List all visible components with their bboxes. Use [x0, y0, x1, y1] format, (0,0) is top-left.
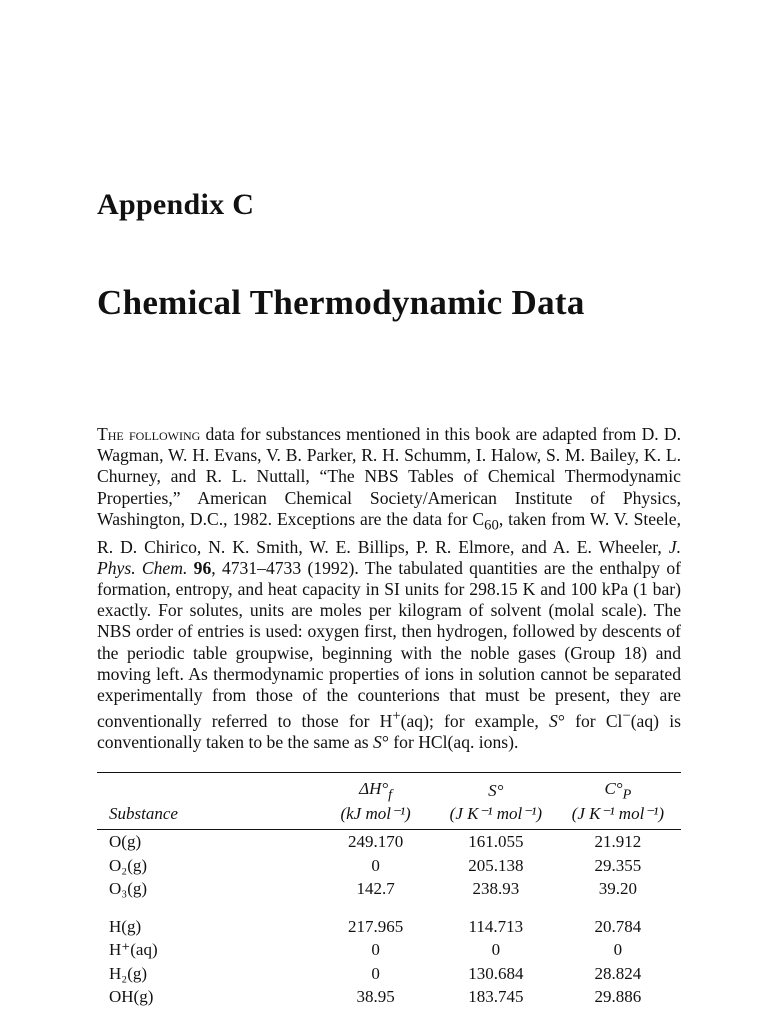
intro-text-5: for Cl — [564, 711, 623, 732]
entropy-symbol: S — [549, 711, 558, 732]
enthalpy-cell: 0 — [371, 855, 380, 875]
journal-name: J. Phys. Chem. — [97, 536, 681, 578]
enthalpy-cell: 142.7 — [356, 879, 395, 899]
heat-capacity-cell: 20.784 — [594, 916, 642, 936]
entropy-unit: (J K⁻¹ mol⁻¹) — [437, 803, 555, 830]
substance-header: Substance — [97, 803, 314, 830]
table-row — [97, 938, 681, 962]
entropy-cell: 0 — [491, 940, 501, 960]
entropy-cell: 130.684 — [468, 963, 524, 983]
chapter-title: Chemical Thermodynamic Data — [97, 283, 585, 322]
table-row — [97, 854, 681, 878]
table-row — [97, 877, 681, 901]
heat-capacity-cell: 28.824 — [594, 963, 642, 983]
heat-capacity-cell: 39.20 — [598, 879, 637, 899]
thermodynamic-data-table — [97, 772, 681, 1009]
entropy-cell: 114.713 — [468, 916, 524, 936]
intro-text-1: data for substances mentioned in this book are adapted from D. D. Wagman, W. H. Evans, V. B. Parker, R. H. Schumm, I. Halow, S. M. Bailey, K. L. Churney, and R. L. Nuttall, “The NBS Tables of Chemical Thermodynamic Properties,” American Chemical Society/American Institute of Physics, Washington, D.C., 1982. Exceptions are the data for C — [97, 424, 681, 529]
entropy-header: S° — [437, 773, 555, 804]
enthalpy-header: $\Delta H^\circ_f$ — [314, 773, 437, 804]
substance-cell: H₂(g) — [109, 963, 148, 983]
enthalpy-cell: 0 — [371, 940, 380, 960]
intro-text-6: (aq) is conventionally taken to be the same as — [97, 711, 681, 753]
heat-capacity-unit: (J K⁻¹ mol⁻¹) — [555, 803, 681, 830]
enthalpy-cell: 38.95 — [356, 987, 395, 1007]
substance-cell: OH(g) — [109, 987, 154, 1007]
substance-cell: O₂(g) — [109, 855, 148, 875]
intro-text-4: (aq); for example, — [400, 711, 550, 732]
appendix-label: Appendix C — [97, 188, 255, 221]
entropy-cell: 183.745 — [468, 987, 524, 1007]
table-header-units — [97, 803, 681, 830]
entropy-cell: 205.138 — [468, 855, 524, 875]
entropy-cell: 238.93 — [472, 879, 520, 899]
substance-cell: O₃(g) — [109, 879, 148, 899]
substance-cell: H(g) — [109, 916, 142, 936]
heat-capacity-cell: 21.912 — [594, 832, 642, 852]
table-row — [97, 985, 681, 1009]
intro-text-2: , taken from W. V. Steele, R. D. Chirico, N. K. Smith, W. E. Billips, P. R. Elmore, and A. E. Wheeler, — [97, 508, 681, 557]
enthalpy-unit: (kJ mol⁻¹) — [314, 803, 437, 830]
substance-cell: H⁺(aq) — [109, 940, 158, 960]
heat-capacity-header: $C^\circ_P$ — [555, 773, 681, 804]
intro-text-3: , 4731–4733 (1992). The tabulated quantities are the enthalpy of formation, entropy, and heat capacity in SI units for 298.15 K and 100 kPa (1 bar) exactly. For solutes, units are moles per kilogram of solvent (molal scale). The NBS order of entries is used: oxygen first, then hydrogen, followed by descents of the periodic table groupwise, beginning with the noble gases (Group 18) and moving left. As thermodynamic properties of ions in solution cannot be separated experimentally from those of the counterions that must be present, they are conventionally referred to those for H — [97, 557, 682, 732]
enthalpy-cell: 249.170 — [347, 832, 404, 852]
table-header-symbols — [97, 773, 681, 804]
c60-subscript: 60 — [484, 517, 499, 534]
heat-capacity-cell: 0 — [613, 940, 623, 960]
enthalpy-cell: 217.965 — [347, 916, 404, 936]
entropy-cell: 161.055 — [468, 832, 524, 852]
substance-cell: O(g) — [109, 832, 142, 852]
enthalpy-cell: 0 — [371, 963, 380, 983]
heat-capacity-cell: 29.355 — [594, 855, 642, 875]
table-row — [97, 901, 681, 939]
intro-lead-smallcaps: The following — [97, 424, 201, 444]
journal-volume: 96 — [193, 557, 212, 578]
heat-capacity-cell: 29.886 — [594, 987, 642, 1007]
intro-paragraph: The following data for substances mentioned in this book are adapted from D. D. Wagman, W. H. Evans, V. B. Parker, R. H. Schumm, I. Halow, S. M. Bailey, K. L. Churney, and R. L. Nuttall, “The NBS Tables of Chemical Thermodynamic Properties,” American Chemical Society/American Institute of Physics, Washington, D.C., 1982. Exceptions are the data for $C_{60}$, taken from W. V. Steele, R. D. Chirico, N. K. Smith, W. E. Billips, P. R. Elmore, and A. E. Wheeler, J. Phys. Chem. 96, 4731–4733 (1992). The tabulated quantities are the enthalpy of formation, entropy, and heat capacity in SI units for 298.15 K and 100 kPa (1 bar) exactly. For solutes, units are moles per kilogram of solvent (molal scale). The NBS order of entries is used: oxygen first, then hydrogen, followed by descents of the periodic table groupwise, beginning with the noble gases (Group 18) and moving left. As thermodynamic properties of ions in solution cannot be separated experimentally from those of the counterions that must be present, they are conventionally referred to those for H+(aq); for example, S° for Cl−(aq) is conventionally taken to be the same as S° for HCl(aq. ions). — [97, 424, 682, 753]
intro-text-7: for HCl(aq. ions). — [388, 732, 519, 753]
table-row — [97, 830, 681, 854]
table-row — [97, 962, 681, 986]
entropy-symbol-2: S — [373, 732, 382, 753]
